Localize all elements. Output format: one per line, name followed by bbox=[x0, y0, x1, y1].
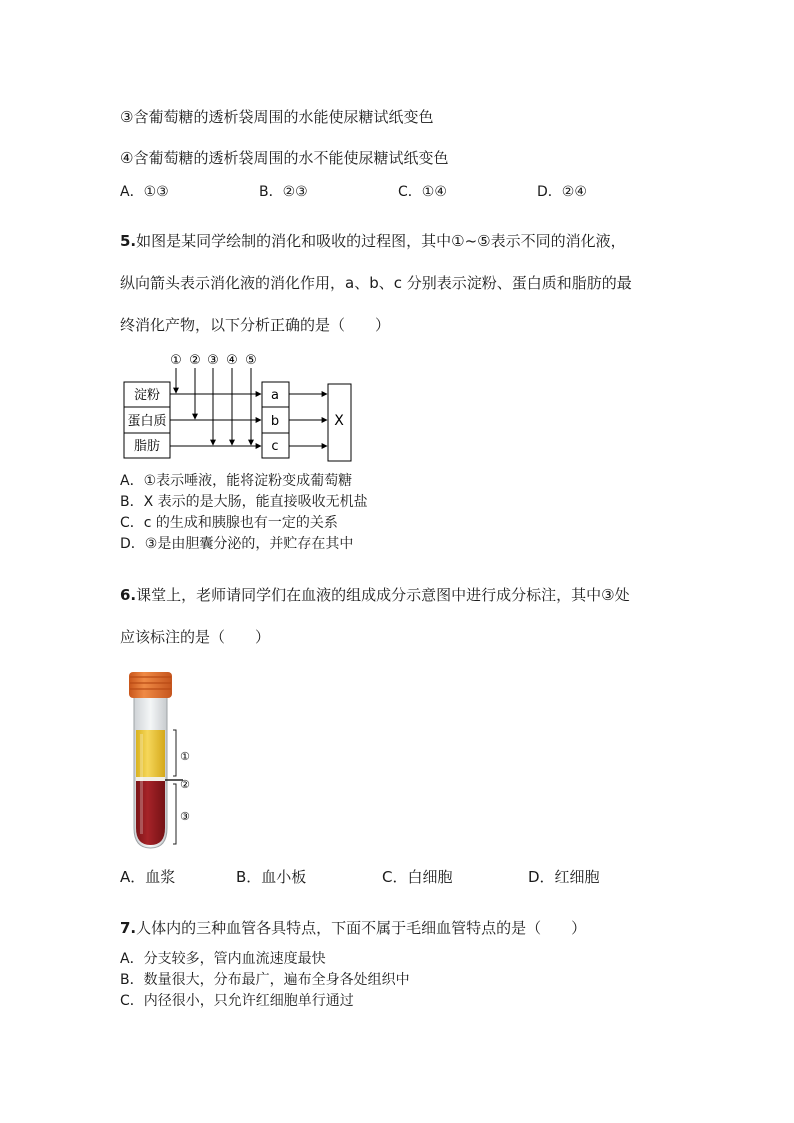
statement-3: ③含葡萄糖的透析袋周围的水能使尿糖试纸变色 bbox=[120, 108, 434, 126]
option-c: C．①④ bbox=[398, 184, 447, 200]
product-c: c bbox=[271, 439, 279, 454]
option-b: B．②③ bbox=[259, 184, 308, 200]
q6-option-a: A．血浆 bbox=[120, 868, 176, 886]
q5-option-c: C．c 的生成和胰腺也有一定的关系 bbox=[120, 515, 338, 531]
juice-label-1: ① bbox=[170, 353, 182, 368]
nutrient-protein: 蛋白质 bbox=[127, 414, 167, 429]
statement-4: ④含葡萄糖的透析袋周围的水不能使尿糖试纸变色 bbox=[120, 149, 449, 167]
q5-option-d: D．③是由胆囊分泌的，并贮存在其中 bbox=[120, 536, 354, 552]
juice-label-3: ③ bbox=[207, 353, 219, 368]
tube-label-3: ③ bbox=[180, 810, 190, 823]
question-number: 7. bbox=[120, 919, 137, 937]
juice-label-2: ② bbox=[189, 353, 201, 368]
q6-option-c: C．白细胞 bbox=[382, 868, 453, 886]
tube-label-2: ② bbox=[180, 778, 190, 791]
q7-option-a: A．分支较多，管内血流速度最快 bbox=[120, 951, 326, 967]
question-5-line-3: 终消化产物，以下分析正确的是（ ） bbox=[120, 316, 391, 334]
juice-label-5: ⑤ bbox=[245, 353, 257, 368]
question-7-line-1 bbox=[120, 918, 586, 938]
question-6-line-1 bbox=[120, 585, 630, 605]
juice-label-4: ④ bbox=[226, 353, 238, 368]
digestion-diagram bbox=[118, 346, 358, 466]
q7-option-b: B．数量很大，分布最广，遍布全身各处组织中 bbox=[120, 972, 410, 988]
nutrient-starch: 淀粉 bbox=[133, 388, 161, 403]
product-a: a bbox=[271, 388, 279, 403]
q5-option-a: A．①表示唾液，能将淀粉变成葡萄糖 bbox=[120, 473, 353, 489]
question-text: 人体内的三种血管各具特点，下面不属于毛细血管特点的是（ ） bbox=[136, 919, 587, 937]
question-text: 课堂上，老师请同学们在血液的组成成分示意图中进行成分标注，其中③处 bbox=[136, 586, 630, 604]
q5-option-b: B．X 表示的是大肠，能直接吸收无机盐 bbox=[120, 494, 368, 510]
question-text: 如图是某同学绘制的消化和吸收的过程图，其中①~⑤表示不同的消化液， bbox=[136, 232, 626, 250]
tube-label-1: ① bbox=[180, 750, 190, 763]
nutrient-fat: 脂肪 bbox=[133, 439, 161, 454]
blood-tube-illustration bbox=[118, 668, 228, 852]
question-6-line-2: 应该标注的是（ ） bbox=[120, 628, 271, 646]
question-number: 6. bbox=[120, 586, 137, 604]
option-a: A．①③ bbox=[120, 184, 169, 200]
q6-option-b: B．血小板 bbox=[236, 868, 307, 886]
option-d: D．②④ bbox=[537, 184, 587, 200]
question-5-line-1 bbox=[120, 231, 626, 251]
product-b: b bbox=[270, 414, 280, 429]
organ-x: X bbox=[334, 413, 344, 429]
question-5-line-2: 纵向箭头表示消化液的消化作用，a、b、c 分别表示淀粉、蛋白质和脂肪的最 bbox=[120, 274, 632, 292]
question-number: 5. bbox=[120, 232, 137, 250]
q7-option-c: C．内径很小，只允许红细胞单行通过 bbox=[120, 993, 354, 1009]
q6-option-d: D．红细胞 bbox=[528, 868, 600, 886]
